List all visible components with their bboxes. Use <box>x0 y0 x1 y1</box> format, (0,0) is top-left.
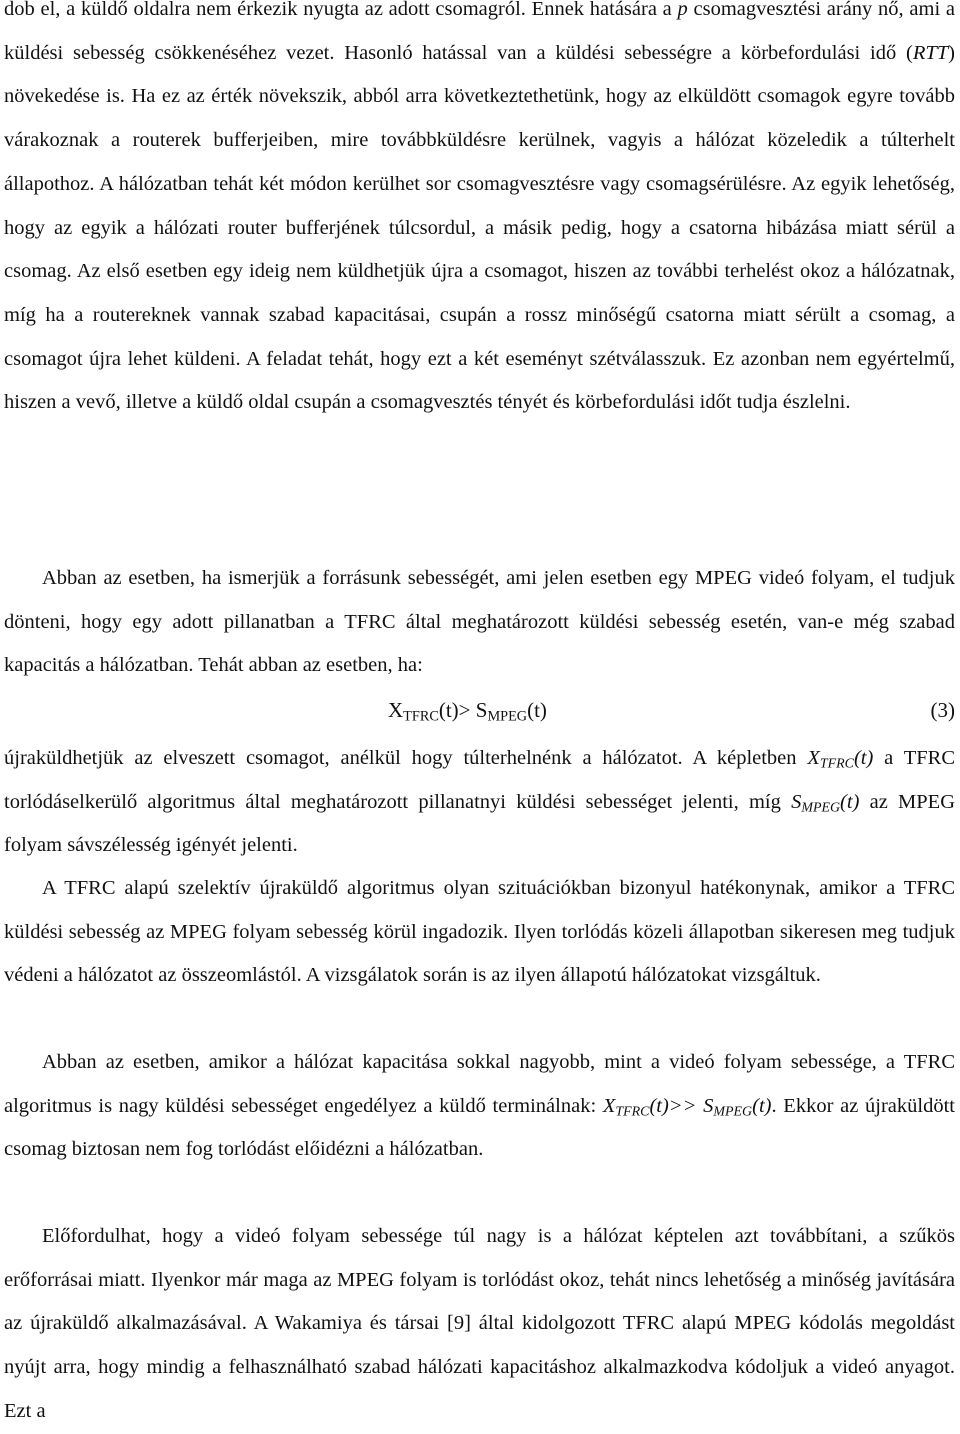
formula-s-subscript: MPEG <box>487 708 528 725</box>
text-run: . Ekkor az újraküldött csomag biztosan nem fog torlódást előidézni a hálózatban. <box>4 1094 955 1161</box>
paragraph-3 <box>4 737 955 868</box>
equation-expression <box>388 688 547 732</box>
paragraph-4 <box>4 867 955 998</box>
formula-end: (t) <box>527 698 547 722</box>
text-run: (t) <box>840 790 860 813</box>
text-run: RTT <box>912 41 949 64</box>
text-run: Abban az esetben, ha ismerjük a forrásunk sebességét, ami jelen esetben egy MPEG videó folyam, el tudjuk dönteni, hogy egy adott pillanatban a TFRC által meghatározott küldési sebesség esetén, van-e még szabad kapacitás a hálózatban. Tehát abban az esetben, ha: <box>4 567 955 677</box>
paragraph-5 <box>4 1041 955 1172</box>
text-run: ) növekedése is. Ha ez az érték növekszik, abból arra következtethetünk, hogy az elküldött csomagok egyre tovább várakoznak a routerek bufferjeiben, mire továbbküldésre kerülnek, vagyis a hálózat közeledik a túlterhelt állapothoz. A hálózatban tehát két módon kerülhet sor csomagvesztésre vagy csomagsérülésre. Az egyik lehetőség, hogy az egyik a hálózati router bufferjének túlcsordul, a másik pedig, hogy a csatorna hibázása miatt sérül a csomag. Az első esetben egy ideig nem küldhetjük újra a csomagot, hiszen az további terhelést okoz a hálózatnak, míg ha a routereknek vannak szabad kapacitásai, csupán a rossz minőségű csatorna miatt sérült a csomag, a csomagot újra lehet küldeni. A feladat tehát, hogy ezt a két eseményt szétválasszuk. Ez azonban nem egyértelmű, hiszen a vevő, illetve a küldő oldal csupán a csomagvesztés tényét és körbefordulási időt tudja észlelni. <box>4 41 955 414</box>
equation-3 <box>4 688 955 732</box>
text-run: p <box>677 0 688 20</box>
text-run: Abban az esetben, amikor a hálózat kapacitása sokkal nagyobb, mint a videó folyam sebessége, a TFRC algoritmus is nagy küldési sebességet engedélyez a küldő terminálnak: <box>4 1051 955 1117</box>
paragraph-2 <box>4 557 955 688</box>
text-run: MPEG <box>713 1104 753 1120</box>
text-run: (t)>> S <box>649 1094 714 1117</box>
text-run: A TFRC alapú szelektív újraküldő algoritmus olyan szituációkban bizonyul hatékonynak, amikor a TFRC küldési sebesség az MPEG folyam sebesség körül ingadozik. Ilyen torlódás közeli állapotban sikeresen meg tudjuk védeni a hálózatot az összeomlástól. A vizsgálatok során is az ilyen állapotú hálózatokat vizsgáltuk. <box>4 877 955 987</box>
formula-x: X <box>388 698 404 722</box>
formula-x-subscript: TFRC <box>403 708 439 725</box>
formula-middle: (t)> S <box>438 698 488 722</box>
text-run: Előfordulhat, hogy a videó folyam sebessége túl nagy is a hálózat képtelen azt továbbítani, a szűkös erőforrásai miatt. Ilyenkor már maga az MPEG folyam is torlódást okoz, tehát nincs lehetőség a minőség javítására az újraküldő alkalmazásával. A Wakamiya és társai [9] által kidolgozott TFRC alapú MPEG kódolás megoldást nyújt arra, hogy mindig a felhasználható szabad hálózati kapacitáshoz alkalmazkodva kódoljuk a videó anyagot. Ezt a <box>4 1225 955 1422</box>
text-run: csomagvesztési arány nő, ami a küldési sebesség csökkenéséhez vezet. Hasonló hatással van a küldési sebességre a körbefordulási idő ( <box>4 0 956 64</box>
text-run: TFRC <box>819 756 854 772</box>
text-run: MPEG <box>801 800 841 816</box>
text-run: (t) <box>853 747 874 769</box>
text-run: S <box>791 790 802 813</box>
text-run: a TFRC torlódáselkerülő algoritmus által meghatározott pillanatnyi küldési sebességet jelenti, míg <box>4 747 956 813</box>
text-run: az MPEG folyam sávszélesség igényét jelenti. <box>4 790 955 857</box>
text-run: újraküldhetjük az elveszett csomagot, anélkül hogy túlterhelnénk a hálózatot. A képletben <box>4 747 808 769</box>
text-run: (t) <box>752 1094 772 1117</box>
text-run: X <box>807 747 820 769</box>
text-run: dob el, a küldő oldalra nem érkezik nyugta az adott csomagról. Ennek hatására a <box>4 0 678 20</box>
equation-number: (3) <box>930 698 955 722</box>
paragraph-1 <box>4 0 955 425</box>
text-run: TFRC <box>615 1104 650 1120</box>
paragraph-6 <box>4 1215 955 1434</box>
text-run: X <box>602 1094 616 1117</box>
